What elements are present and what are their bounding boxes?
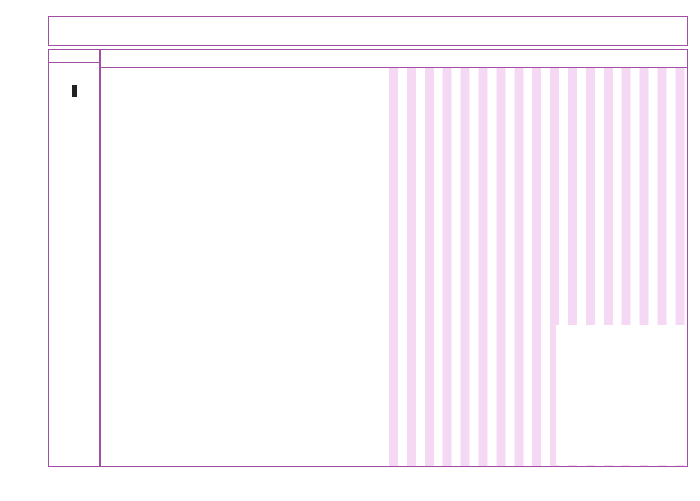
evaluation-card bbox=[4, 4, 696, 480]
table-header bbox=[101, 50, 687, 68]
instructions-panel bbox=[48, 49, 100, 467]
instructions-header bbox=[49, 50, 99, 63]
class-bubbles[interactable] bbox=[49, 109, 99, 127]
instruction-3 bbox=[49, 75, 99, 81]
not-fill-area bbox=[556, 325, 687, 465]
evaluation-table bbox=[100, 49, 688, 467]
correct-fill-mark bbox=[72, 85, 77, 97]
notice-text bbox=[48, 16, 688, 46]
grade-bubbles[interactable] bbox=[49, 101, 99, 105]
